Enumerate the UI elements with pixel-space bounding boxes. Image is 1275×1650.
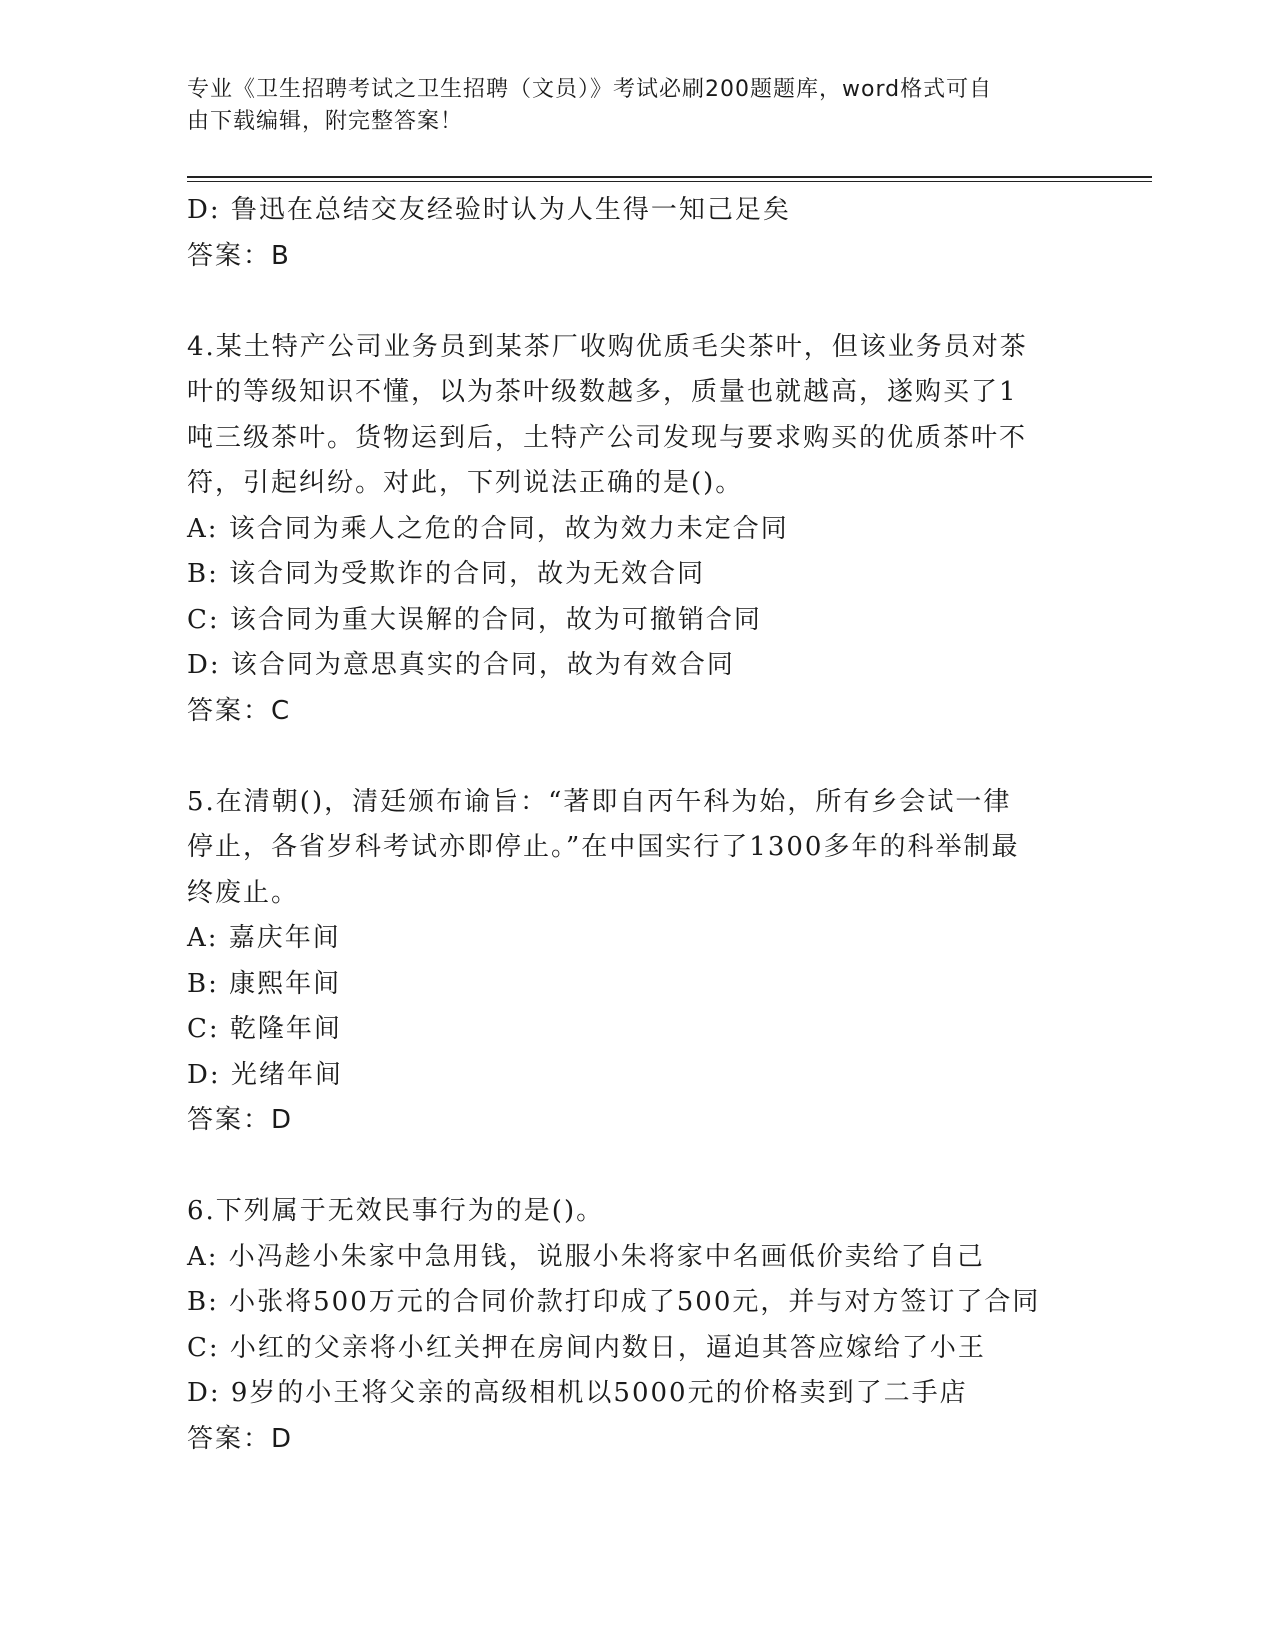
option-d: D: 该合同为意思真实的合同，故为有效合同 — [187, 650, 735, 680]
previous-question-tail — [187, 188, 1087, 279]
answer-line: 答案：C — [187, 695, 292, 726]
question-stem-line: 4.某土特产公司业务员到某茶厂收购优质毛尖茶叶，但该业务员对茶 — [187, 331, 1028, 362]
answer-line: 答案：D — [187, 1105, 294, 1135]
option-a: A: 嘉庆年间 — [187, 923, 341, 953]
option-c: C: 乾隆年间 — [187, 1014, 342, 1044]
question-stem-line: 终废止。 — [187, 877, 300, 908]
question-stem-line: 符，引起纠纷。对此，下列说法正确的是()。 — [187, 468, 744, 498]
option-d: D: 光绪年间 — [187, 1059, 343, 1090]
spacer — [187, 734, 1087, 780]
answer-line: 答案：B — [187, 240, 291, 271]
question-4 — [187, 325, 1087, 735]
header-rule-thin — [187, 181, 1152, 182]
option-c: C: 小红的父亲将小红关押在房间内数日，逼迫其答应嫁给了小王 — [187, 1332, 986, 1363]
option-b: B: 小张将500万元的合同价款打印成了500元，并与对方签订了合同 — [187, 1287, 1041, 1317]
spacer — [187, 1144, 1087, 1190]
option-d: D: 9岁的小王将父亲的高级相机以5000元的价格卖到了二手店 — [187, 1378, 968, 1408]
question-stem-line: 叶的等级知识不懂，以为茶叶级数越多，质量也就越高，遂购买了1 — [187, 377, 1018, 407]
header-rule-thick — [187, 176, 1152, 178]
question-stem-line: 6.下列属于无效民事行为的是()。 — [187, 1196, 605, 1226]
option-c: C: 该合同为重大误解的合同，故为可撤销合同 — [187, 604, 762, 635]
question-stem-line: 吨三级茶叶。货物运到后，土特产公司发现与要求购买的优质茶叶不 — [187, 422, 1028, 453]
header-line-2: 由下载编辑，附完整答案！ — [187, 109, 464, 134]
question-stem-line: 5.在清朝()，清廷颁布谕旨：“著即自丙午科为始，所有乡会试一律 — [187, 786, 1012, 817]
question-stem-line: 停止，各省岁科考试亦即停止。”在中国实行了1300多年的科举制最 — [187, 832, 1020, 862]
question-6 — [187, 1189, 1087, 1462]
option-b: B: 康熙年间 — [187, 968, 342, 999]
option-a: A: 该合同为乘人之危的合同，故为效力未定合同 — [187, 513, 789, 544]
answer-line: 答案：D — [187, 1423, 294, 1454]
option-d: D: 鲁迅在总结交友经验时认为人生得一知己足矣 — [187, 195, 791, 225]
document-body — [187, 188, 1087, 1462]
header-line-1: 专业《卫生招聘考试之卫生招聘（文员）》考试必刷200题题库，word格式可自 — [187, 77, 993, 102]
option-b: B: 该合同为受欺诈的合同，故为无效合同 — [187, 559, 706, 589]
question-5 — [187, 780, 1087, 1144]
option-a: A: 小冯趁小朱家中急用钱，说服小朱将家中名画低价卖给了自己 — [187, 1241, 985, 1272]
document-header — [187, 74, 1067, 138]
spacer — [187, 279, 1087, 325]
